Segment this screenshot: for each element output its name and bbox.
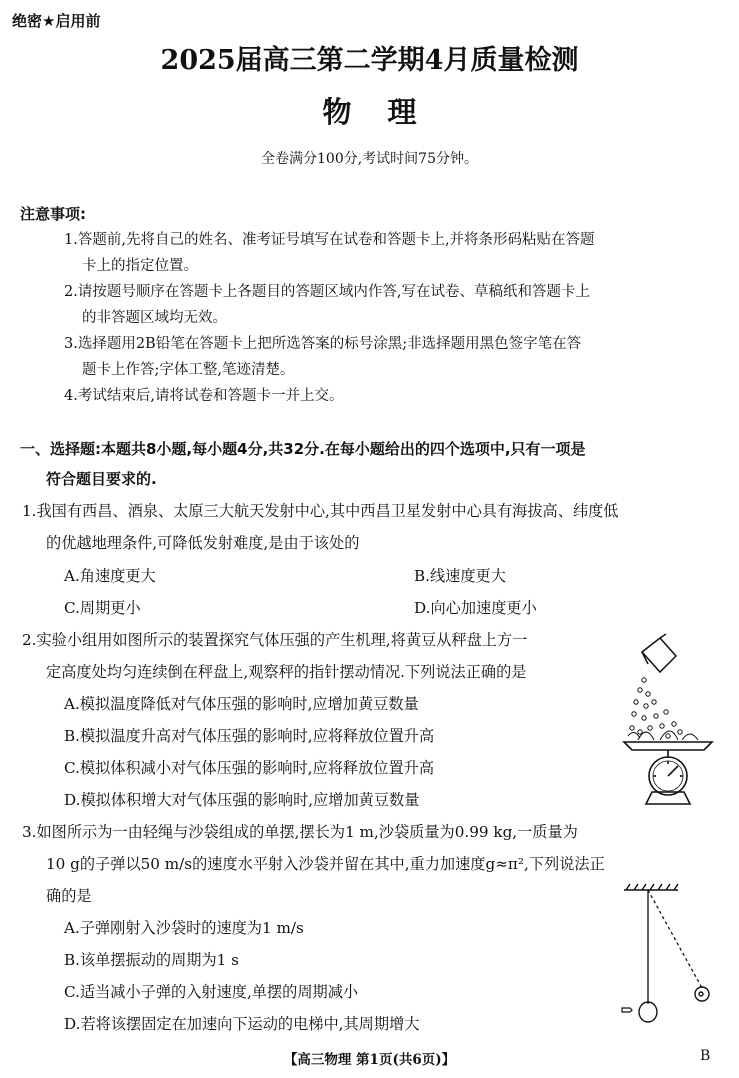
question-2-option-d: D.模拟体积增大对气体压强的影响时,应增加黄豆数量 [64, 791, 420, 809]
notice-heading: 注意事项: [20, 205, 86, 223]
confidential-label: 绝密★启用前 [12, 12, 101, 30]
question-2-stem: 2.实验小组用如图所示的装置探究气体压强的产生机理,将黄豆从秤盘上方一 [22, 631, 528, 649]
question-2-stem-cont: 定高度处均匀连续倒在秤盘上,观察秤的指针摆动情况.下列说法正确的是 [46, 663, 527, 681]
section-heading-cont: 符合题目要求的. [46, 470, 157, 488]
falling-beans [628, 678, 698, 740]
scale-pan-icon [624, 742, 712, 758]
question-3-option-b: B.该单摆振动的周期为1 s [64, 951, 239, 969]
notice-item-2-cont: 的非答题区域均无效。 [82, 310, 227, 326]
exam-title: 2025届高三第二学期4月质量检测 [160, 45, 579, 76]
notice-item-3: 3.选择题用2B铅笔在答题卡上把所选答案的标号涂黑;非选择题用黑色签字笔在答 [64, 336, 582, 352]
exam-meta: 全卷满分100分,考试时间75分钟。 [261, 151, 478, 167]
scale-dial-icon [646, 757, 690, 804]
question-1-option-b: B.线速度更大 [414, 567, 506, 585]
section-heading: 一、选择题:本题共8小题,每小题4分,共32分.在每小题给出的四个选项中,只有一项是 [20, 440, 586, 458]
ceiling-mount-icon [624, 884, 678, 890]
question-2-option-a: A.模拟温度降低对气体压强的影响时,应增加黄豆数量 [64, 695, 419, 713]
bullet-icon [622, 1008, 632, 1012]
sandbag-icon [639, 987, 709, 1022]
question-3-stem: 3.如图所示为一由轻绳与沙袋组成的单摆,摆长为1 m,沙袋质量为0.99 kg,一质量为 [22, 823, 578, 841]
question-1-stem: 1.我国有西昌、酒泉、太原三大航天发射中心,其中西昌卫星发射中心具有海拔高、纬度低 [22, 502, 619, 520]
notice-item-1-cont: 卡上的指定位置。 [82, 258, 198, 274]
question-3-option-c: C.适当减小子弹的入射速度,单摆的周期减小 [64, 983, 359, 1001]
question-1-option-d: D.向心加速度更小 [414, 599, 537, 617]
notice-item-1: 1.答题前,先将自己的姓名、准考证号填写在试卷和答题卡上,并将条形码粘贴在答题 [64, 232, 595, 248]
notice-item-4: 4.考试结束后,请将试卷和答题卡一并上交。 [64, 388, 344, 404]
subject-title: 物理 [322, 95, 453, 129]
question-3-stem-cont-2: 确的是 [46, 887, 92, 905]
pouring-cup-icon [642, 634, 676, 672]
notice-item-3-cont: 题卡上作答;字体工整,笔迹清楚。 [82, 362, 295, 378]
question-1-option-c: C.周期更小 [64, 599, 141, 617]
question-2-option-c: C.模拟体积减小对气体压强的影响时,应将释放位置升高 [64, 759, 435, 777]
question-3-option-a: A.子弹刚射入沙袋时的速度为1 m/s [64, 919, 304, 937]
scale-figure [620, 632, 720, 812]
question-2-option-b: B.模拟温度升高对气体压强的影响时,应将释放位置升高 [64, 727, 435, 745]
pendulum-figure [614, 884, 724, 1034]
question-3-option-d: D.若将该摆固定在加速向下运动的电梯中,其周期增大 [64, 1015, 420, 1033]
paper-version-code: B [700, 1048, 711, 1064]
question-1-stem-cont: 的优越地理条件,可降低发射难度,是由于该处的 [46, 534, 360, 552]
question-1-option-a: A.角速度更大 [64, 567, 156, 585]
notice-item-2: 2.请按题号顺序在答题卡上各题目的答题区域内作答,写在试卷、草稿纸和答题卡上 [64, 284, 590, 300]
pendulum-string-icon [648, 890, 702, 1004]
question-3-stem-cont: 10 g的子弹以50 m/s的速度水平射入沙袋并留在其中,重力加速度g≈π²,下列说法正 [46, 855, 605, 873]
page-footer: 【高三物理 第1页(共6页)】 [283, 1052, 456, 1068]
